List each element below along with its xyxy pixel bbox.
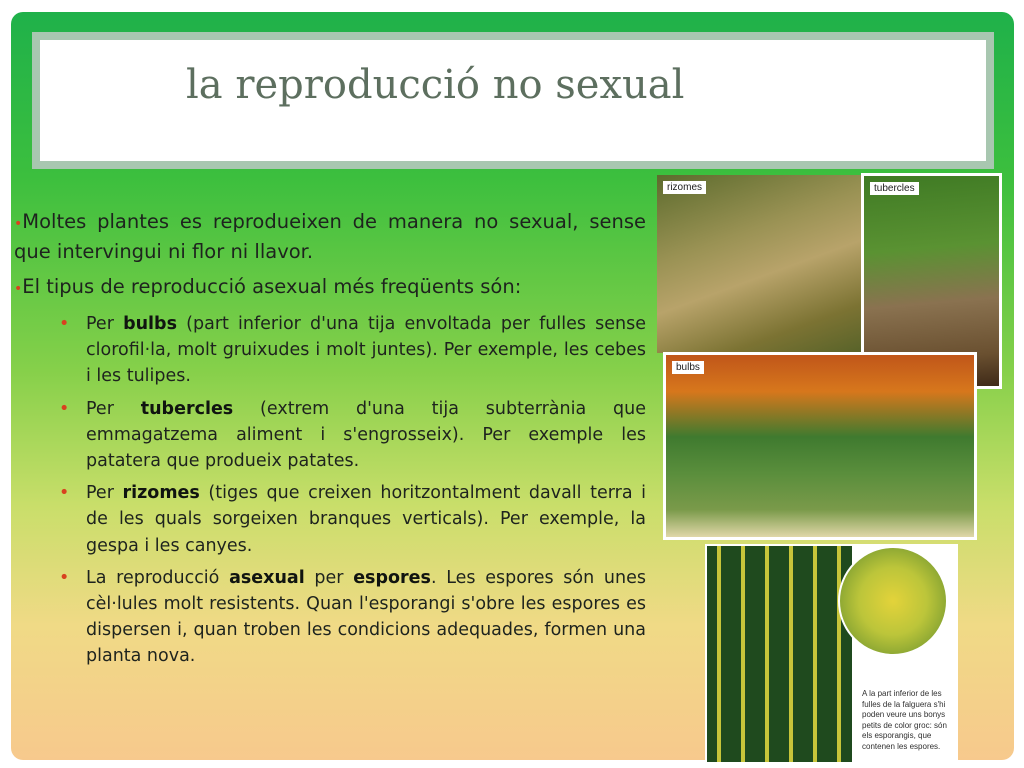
item-keyword: tubercles [140,398,234,419]
item-text: (part inferior d'una tija envoltada per fulles sense clorofil·la, molt gruixudes i molt juntes). Per exemple, les cebes i les tulipes. [86,314,646,387]
bulbs-photo [663,352,977,540]
paragraph-1-text: Moltes plantes es reprodueixen de manera no sexual, sense que intervingui ni flor ni llavor. [14,210,646,263]
reproduction-types-list [14,311,646,670]
rizomes-photo [657,175,866,353]
bulbs-photo-label: bulbs [672,361,704,374]
item-text: Per [86,314,124,334]
fern-photo-caption: A la part inferior de les fulles de la falguera s'hi poden veure uns bonys petits de color groc: són els esporangis, que contenen les espores. [862,689,947,751]
item-text: La reproducció [86,567,230,588]
list-item-espores [86,565,646,670]
item-keyword: espores [353,567,431,588]
list-item-rizomes [86,480,646,559]
fern-leaf-image [707,546,852,762]
paragraph-1 [14,208,646,265]
item-text: Per [86,483,123,504]
slide-body [14,208,646,676]
bullet-marker: • [14,281,23,297]
paragraph-2 [14,273,646,303]
fern-spores-photo [705,544,958,765]
item-text: per [304,567,354,588]
item-keyword: bulbs [123,314,177,334]
item-text: Per [86,398,141,419]
item-keyword: asexual [229,567,305,588]
tubercles-photo-label: tubercles [870,182,919,195]
rizomes-photo-label: rizomes [663,181,706,194]
list-item-bulbs [86,311,646,390]
title-box [40,40,986,161]
title-frame [32,32,994,169]
slide-title: la reproducció no sexual [186,62,685,108]
item-text: . Les espores són unes cèl·lules molt resistents. Quan l'esporangi s'obre les espores es dispersen i, quan troben les condicions adequades, formen una planta nova. [86,567,646,667]
bullet-marker: • [14,216,23,232]
item-keyword: rizomes [122,483,200,504]
item-text: (extrem d'una tija subterrània que emmagatzema aliment i s'engrosseix). Per exemple les patatera que produeix patates. [86,398,646,472]
paragraph-2-text: El tipus de reproducció asexual més freqüents són: [22,275,522,298]
list-item-tubercles [86,396,646,475]
item-text: (tiges que creixen horitzontalment davall terra i de les quals sorgeixen branques verticals). Per exemple, la gespa i les canyes. [86,483,646,556]
spores-closeup-image [838,546,948,656]
